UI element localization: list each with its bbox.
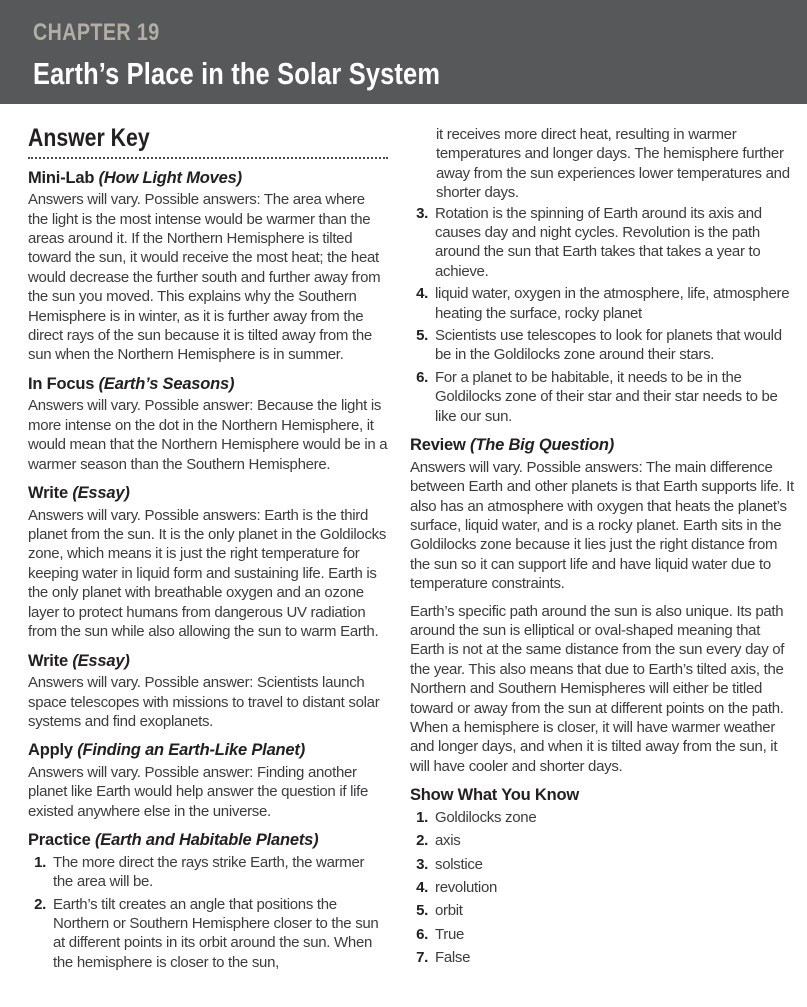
list-item-number: 5.: [416, 902, 428, 920]
right-column: [410, 125, 796, 975]
list-item-text: orbit: [435, 902, 463, 920]
list-item-text: liquid water, oxygen in the atmosphere, life, atmosphere heating the surface, rocky planet: [435, 285, 790, 322]
section-heading-subtitle: (Essay): [67, 651, 130, 670]
chapter-header: [0, 0, 807, 104]
list-item-text: Scientists use telescopes to look for planets that would be in the Goldilocks zone around their stars.: [435, 327, 782, 364]
section-paragraph: Answers will vary. Possible answer: Finding another planet like Earth would help answer the question if life existed anywhere else in the universe.: [28, 763, 369, 820]
section-heading-subtitle: (Earth and Habitable Planets): [90, 831, 319, 850]
list-item-number: 5.: [416, 327, 428, 345]
content-area: [0, 104, 807, 975]
section-paragraph: Earth’s specific path around the sun is also unique. Its path around the sun is elliptical or oval-shaped meaning that Earth is not at the same distance from the sun every day of the year. This also means that due to Earth’s tilted axis, the Northern and Southern Hemispheres will either be titled toward or away from the sun at different points on the path. When a hemisphere is closer, it will have warmer weather and longer days, and when it is tilted away from the sun, it will have cooler and shorter days.: [410, 602, 785, 775]
section-heading-subtitle: (Essay): [67, 484, 130, 503]
list-item: [410, 368, 796, 426]
list-item: [410, 808, 796, 827]
list-item-number: 2.: [416, 832, 428, 850]
list-item-number: 4.: [416, 879, 428, 897]
list-item-text: revolution: [435, 879, 498, 897]
answer-key-title: Answer Key: [28, 124, 150, 152]
list-item-text: True: [435, 925, 465, 943]
list-item: [28, 895, 388, 973]
section-heading-subtitle: (Finding an Earth-Like Planet): [72, 741, 305, 760]
list-item-text: False: [435, 949, 471, 967]
section-heading: [28, 830, 388, 851]
list-item-text: Goldilocks zone: [435, 808, 537, 826]
section-heading-title: Apply: [28, 741, 73, 760]
section-heading: [410, 785, 796, 806]
list-item-number: 1.: [416, 808, 428, 826]
list-item-text: For a planet to be habitable, it needs to be in the Goldilocks zone of their star and their star needs to be like our sun.: [435, 368, 778, 425]
section-heading-title: Write: [28, 651, 68, 670]
list-item: [410, 948, 796, 967]
list-item: [410, 878, 796, 897]
section-heading-title: Show What You Know: [410, 786, 580, 805]
section-heading: [28, 483, 388, 504]
list-item-number: 6.: [416, 368, 428, 386]
list-item-number: 3.: [416, 204, 428, 222]
section-heading-subtitle: (How Light Moves): [94, 168, 242, 187]
list-item-number: 3.: [416, 855, 428, 873]
list-item: [410, 284, 796, 323]
section-paragraph: Answers will vary. Possible answers: The area where the light is the most intense would be warmer than the areas around it. If the Northern Hemisphere is tilted toward the sun, it would receive the most heat; the heat would decrease the further south and further away from the sun you moved. This explains why the Southern Hemisphere is in winter, as it is further away from the direct rays of the sun because it is tilted away from the sun when the Northern Hemisphere is in summer.: [28, 191, 381, 364]
section-paragraph: Answers will vary. Possible answer: Because the light is more intense on the dot in the Northern Hemisphere, it would mean that the Northern Hemisphere would be in a warmer season than the Southern Hemisphere.: [28, 397, 388, 473]
list-item: [410, 204, 796, 282]
list-item-text: The more direct the rays strike Earth, the warmer the area will be.: [53, 853, 365, 891]
list-item-number: 7.: [416, 949, 428, 967]
list-item: [410, 925, 796, 944]
list-item-number: 4.: [416, 285, 428, 303]
section-heading: [410, 435, 796, 456]
list-item: [410, 855, 796, 874]
list-item-text: axis: [435, 832, 461, 850]
list-item-number: 6.: [416, 925, 428, 943]
section-heading: [28, 740, 388, 761]
list-item: [28, 853, 388, 892]
section-paragraph: Answers will vary. Possible answers: Earth is the third planet from the sun. It is the only planet in the Goldilocks zone, which means it is just the right temperature for keeping water in liquid form and sustaining life. Earth is the only planet with breathable oxygen and an ozone layer to protect humans from dangerous UV radiation from the sun while also allowing the sun to warm Earth.: [28, 506, 387, 641]
section-heading-title: Write: [28, 484, 68, 503]
list-item-text: solstice: [435, 855, 483, 873]
continuation-paragraph: it receives more direct heat, resulting in warmer temperatures and longer days. The hemisphere further away from the sun experiences lower temperatures and shorter days.: [436, 126, 790, 202]
chapter-title: Earth’s Place in the Solar System: [33, 56, 441, 91]
section-heading-title: In Focus: [28, 374, 95, 393]
section-heading-title: Mini-Lab: [28, 168, 95, 187]
section-heading: [28, 651, 388, 672]
section-paragraph: Answers will vary. Possible answers: The main difference between Earth and other planets is that Earth supports life. It also has an atmosphere with oxygen that heats the planet’s surface, liquid water, and is a rocky planet. Earth sits in the Goldilocks zone because it lies just the right distance from the sun so it can support life and have liquid water due to temperature constraints.: [410, 458, 794, 593]
right-column-blocks: [410, 125, 796, 968]
list-item: [410, 901, 796, 920]
list-item-number: 2.: [34, 895, 46, 913]
section-heading: [28, 374, 388, 395]
section-heading: [28, 168, 388, 189]
dotted-divider: [28, 157, 388, 159]
chapter-number: CHAPTER 19: [33, 19, 160, 46]
section-heading-subtitle: (The Big Question): [465, 436, 615, 455]
section-heading-title: Practice: [28, 831, 91, 850]
left-column-blocks: [28, 168, 388, 973]
section-heading-title: Review: [410, 436, 466, 455]
left-column: [28, 125, 388, 975]
section-paragraph: Answers will vary. Possible answer: Scientists launch space telescopes with missions to travel to distant solar systems and find exoplanets.: [28, 674, 380, 730]
list-item-number: 1.: [34, 853, 46, 871]
list-item: [410, 326, 796, 365]
list-item: [410, 831, 796, 850]
list-item-text: Earth’s tilt creates an angle that positions the Northern or Southern Hemisphere closer to the sun at different points in its orbit around the sun. When the hemisphere is closer to the sun,: [53, 895, 379, 971]
list-item-text: Rotation is the spinning of Earth around its axis and causes day and night cycles. Revolution is the path around the sun that Earth takes that takes a year to achieve.: [435, 204, 762, 280]
section-heading-subtitle: (Earth’s Seasons): [94, 374, 235, 393]
